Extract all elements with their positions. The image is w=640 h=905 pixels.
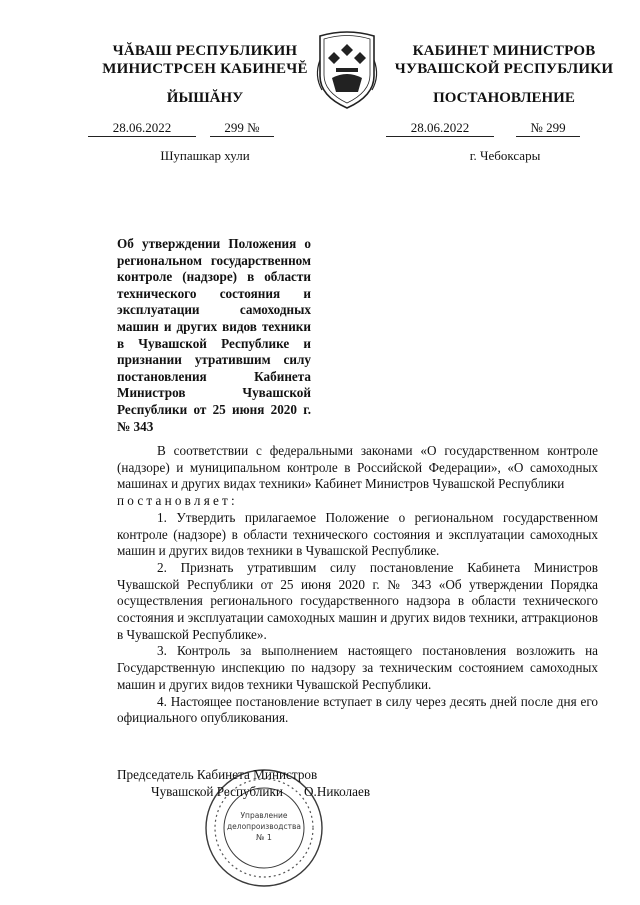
document-title: Об утверждении Положения о региональном государственном контроле (надзоре) в области технического состояния и эксплуатации самоходных машин и других видов техники в Чувашской Республике и признании утратившим силу постановления Кабинета Министров Чувашской Республики от 25 июня 2020 г. № 343 — [117, 236, 311, 434]
stamp-line3: № 1 — [256, 833, 272, 842]
stamp-line2: делопроизводства — [226, 822, 302, 831]
right-date: 28.06.2022 — [386, 120, 494, 137]
stamp-line1: Управление — [240, 811, 288, 820]
header-left-line1: ЧĂВАШ РЕСПУБЛИКИН — [112, 43, 298, 59]
signature-position-line1: Председатель Кабинета Министров — [117, 767, 318, 782]
header-left — [100, 42, 310, 78]
doc-type-right: ПОСТАНОВЛЕНИЕ — [433, 90, 575, 106]
body-paragraph-3: 3. Контроль за выполнением настоящего постановления возложить на Государственную инспекцию по надзору за техническим состоянием самоходных машин и других видов техники Чувашской Республики. — [117, 643, 598, 692]
doc-type-left: ЙЫШĂНУ — [166, 90, 244, 106]
signer-name: О.Николаев — [304, 784, 371, 799]
document-body — [117, 443, 598, 727]
body-paragraph-1: 1. Утвердить прилагаемое Положение о региональном государственном контроле (надзоре) в области технического состояния и эксплуатации самоходных машин и других видов техники в Чувашской Республике. — [117, 509, 598, 559]
emblem-icon — [312, 30, 382, 110]
left-date: 28.06.2022 — [88, 120, 196, 137]
decree-word: постановляет: — [117, 493, 238, 509]
left-city: Шупашкар хули — [160, 148, 250, 163]
header-right — [394, 42, 614, 78]
body-intro: В соответствии с федеральными законами «О государственном контроле (надзоре) и муниципальном контроле в Российской Федерации», «О самоходных машинах и других видах техники» Кабинет Министров Чувашской Республики — [117, 443, 598, 492]
signature-position-line2: Чувашской Республики — [151, 784, 283, 799]
right-city: г. Чебоксары — [469, 148, 541, 163]
body-paragraph-4: 4. Настоящее постановление вступает в силу через десять дней после дня его официального опубликования. — [117, 693, 598, 726]
left-number: 299 № — [210, 120, 274, 137]
header-left-line2: МИНИСТРСЕН КАБИНЕЧĔ — [102, 61, 308, 77]
header-right-line2: ЧУВАШСКОЙ РЕСПУБЛИКИ — [394, 61, 614, 77]
body-paragraph-2: 2. Признать утратившим силу постановление Кабинета Министров Чувашской Республики от 25 июня 2020 г. № 343 «Об утверждении Порядка осуществления регионального государственного надзора в области технического состояния и эксплуатации самоходных машин и других видов техники, аттракционов в Чувашской Республике». — [117, 559, 598, 642]
right-number: № 299 — [516, 120, 580, 137]
header-right-line1: КАБИНЕТ МИНИСТРОВ — [412, 43, 596, 59]
